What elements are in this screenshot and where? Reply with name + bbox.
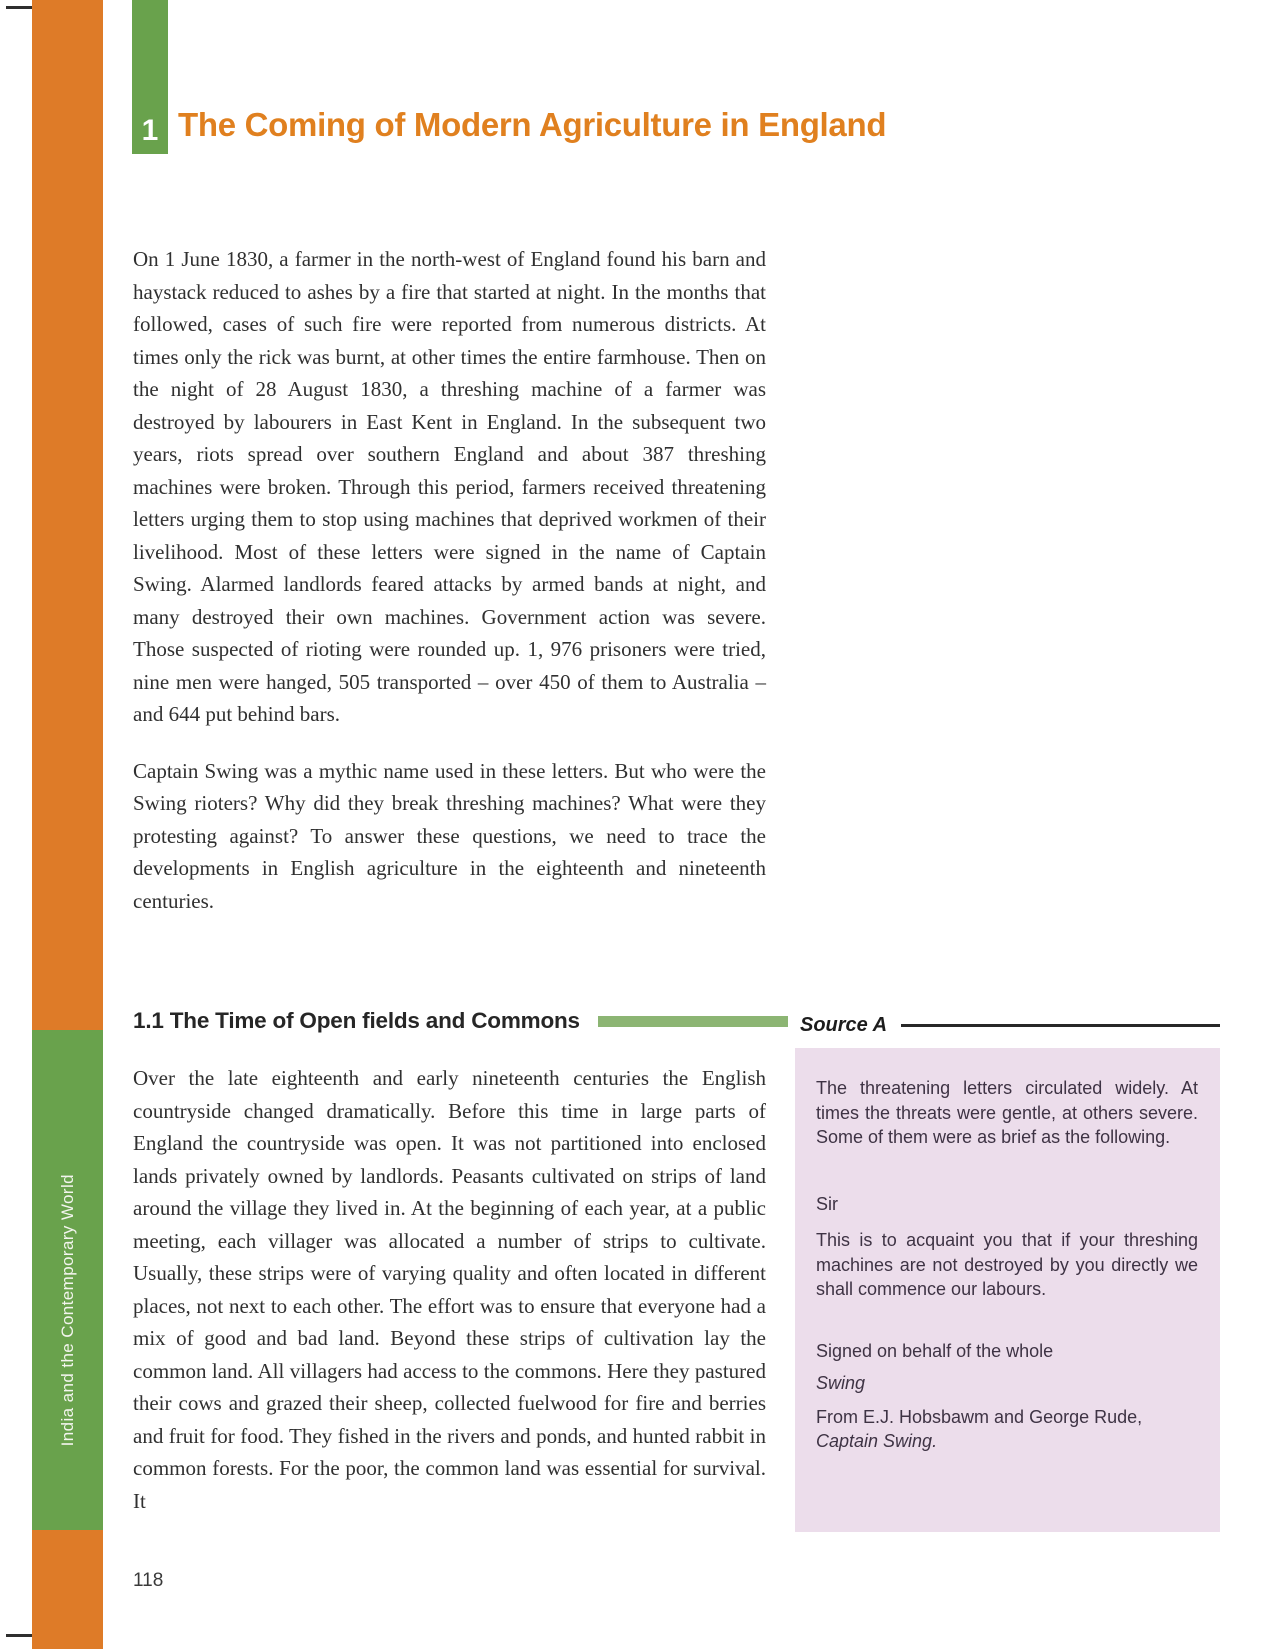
section-heading-bar <box>598 1016 788 1027</box>
intro-paragraph-1: On 1 June 1830, a farmer in the north-west of England found his barn and haystack reduced to ashes by a fire that started at night. In the months that followed, cases of such fire were reported from numerous districts. At times only the rick was burnt, at other times the entire farmhouse. Then on the night of 28 August 1830, a threshing machine of a farmer was destroyed by labourers in East Kent in England. In the subsequent two years, riots spread over southern England and about 387 threshing machines were broken. Through this period, farmers received threatening letters urging them to stop using machines that deprived workmen of their livelihood. Most of these letters were signed in the name of Captain Swing. Alarmed landlords feared attacks by armed bands at night, and many destroyed their own machines. Government action was severe. Those suspected of rioting were rounded up. 1, 976 prisoners were tried, nine men were hanged, 505 transported – over 450 of them to Australia – and 644 put behind bars. <box>133 247 766 726</box>
source-attribution-work: Captain Swing. <box>816 1431 938 1451</box>
source-attribution-authors: From E.J. Hobsbawm and George Rude, <box>816 1406 1143 1427</box>
intro-paragraph-2: Captain Swing was a mythic name used in these letters. But who were the Swing rioters? Why did they break threshing machines? What were they protesting against? To answer these questions, we need to trace the developments in English agriculture in the eighteenth and nineteenth centuries. <box>133 758 766 913</box>
crop-mark-top <box>6 6 33 9</box>
source-a-box <box>795 1048 1220 1532</box>
chapter-number-box <box>132 0 168 154</box>
source-a-rule <box>901 1024 1220 1027</box>
chapter-title: The Coming of Modern Agriculture in England <box>178 106 887 143</box>
source-intro: The threatening letters circulated widely. At times the threats were gentle, at others severe. Some of them were as brief as the following. <box>816 1078 1198 1147</box>
section-paragraph: Over the late eighteenth and early nineteenth centuries the English countryside changed dramatically. Before this time in large parts of England the countryside was open. It was not partitioned into enclosed lands privately owned by landlords. Peasants cultivated on strips of land around the village they lived in. At the beginning of each year, at a public meeting, each villager was allocated a number of strips to cultivate. Usually, these strips were of varying quality and often located in different places, not next to each other. The effort was to ensure that everyone had a mix of good and bad land. Beyond these strips of cultivation lay the common land. All villagers had access to the commons. Here they pastured their cows and grazed their sheep, collected fuelwood for fire and berries and fruit for food. They fished in the rivers and ponds, and hunted rabbit in common forests. For the poor, the common land was essential for survival. It <box>133 1066 766 1513</box>
source-letter-body: This is to acquaint you that if your threshing machines are not destroyed by you directly we shall commence our labours. <box>816 1230 1198 1299</box>
page-number: 118 <box>133 1570 164 1591</box>
left-color-band <box>32 0 103 1649</box>
source-attribution <box>816 1405 1198 1454</box>
intro-text-column <box>133 243 766 941</box>
source-a-label: Source A <box>800 1014 888 1036</box>
book-title-vertical: India and the Contemporary World <box>57 1173 77 1446</box>
left-band-green-segment <box>32 1030 103 1530</box>
source-signed-line: Signed on behalf of the whole <box>816 1340 1054 1361</box>
source-a-header <box>800 1014 1220 1037</box>
chapter-number: 1 <box>141 114 159 147</box>
source-salutation: Sir <box>816 1193 838 1214</box>
source-signature: Swing <box>816 1373 866 1393</box>
section-heading-row <box>133 1008 795 1034</box>
section-text-column <box>133 1062 766 1541</box>
section-heading: 1.1 The Time of Open fields and Commons <box>133 1008 580 1033</box>
crop-mark-bottom <box>6 1634 33 1637</box>
